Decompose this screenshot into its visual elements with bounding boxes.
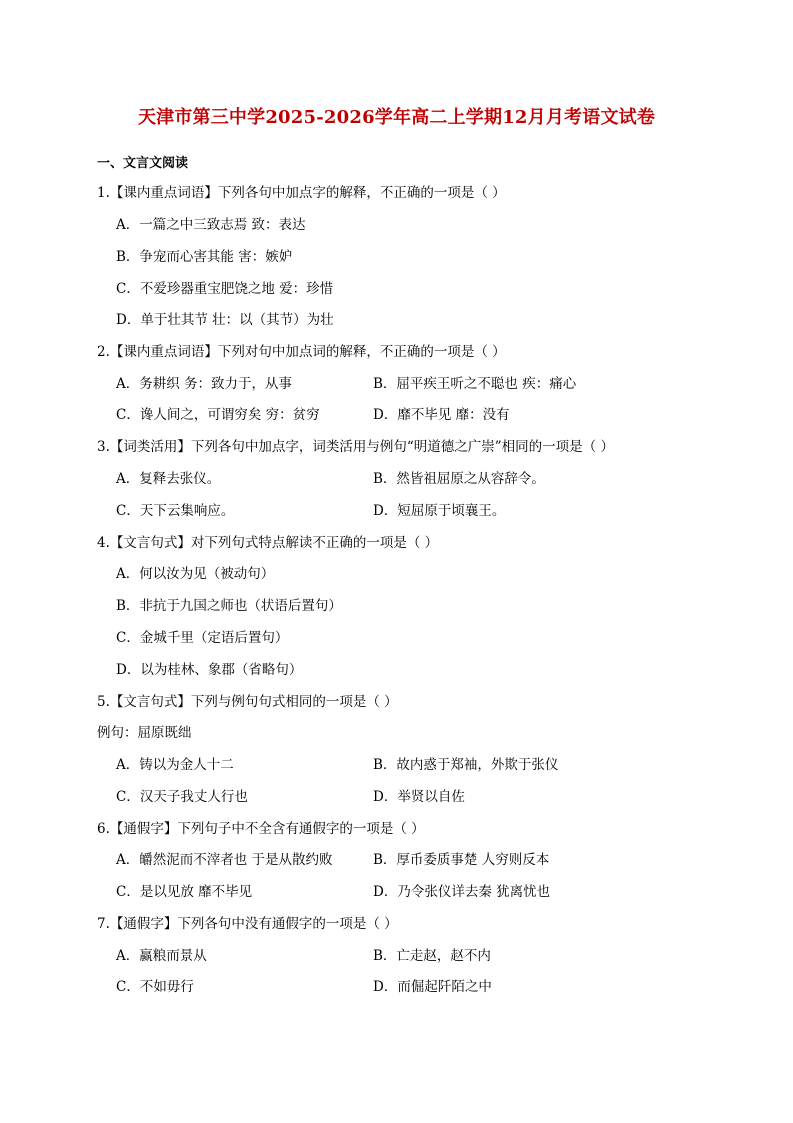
question-4-option-c: C．金城千里（定语后置句）	[116, 630, 289, 646]
question-1-option-c: C．不爱珍器重宝肥饶之地 爱：珍惜	[116, 281, 334, 297]
question-1-stem: 1.【课内重点词语】下列各句中加点字的解释，不正确的一项是（ ）	[97, 185, 506, 201]
question-7-option-d: D．而倔起阡陌之中	[373, 979, 492, 995]
question-6-option-d: D．乃令张仪详去秦 犹离忧也	[373, 884, 551, 900]
question-1-option-d: D．单于壮其节 壮：以（其节）为壮	[116, 312, 334, 328]
question-7-option-c: C．不如毋行	[116, 979, 194, 995]
question-5-example: 例句：屈原既绌	[97, 725, 192, 741]
question-4-option-d: D．以为桂林、象郡（省略句）	[116, 662, 303, 678]
question-5-option-b: B．故内惑于郑袖，外欺于张仪	[373, 757, 559, 773]
question-2-option-b: B．屈平疾王听之不聪也 疾：痛心	[373, 376, 577, 392]
question-4-option-b: B．非抗于九国之师也（状语后置句）	[116, 598, 342, 614]
exam-title: 天津市第三中学2025-2026学年高二上学期12月月考语文试卷	[137, 107, 656, 128]
question-3-option-a: A．复释去张仪。	[116, 471, 221, 487]
question-6-option-b: B．厚币委质事楚 人穷则反本	[373, 852, 550, 868]
question-3-option-c: C．天下云集响应。	[116, 503, 235, 519]
question-7-option-a: A．赢粮而景从	[116, 948, 207, 964]
question-7-option-b: B．亡走赵，赵不内	[373, 948, 491, 964]
question-4-stem: 4.【文言句式】对下列句式特点解读不正确的一项是（ ）	[97, 535, 439, 551]
question-6-option-a: A．皭然泥而不滓者也 于是从散约败	[116, 852, 333, 868]
section-heading: 一、文言文阅读	[97, 156, 189, 171]
question-3-option-b: B．然皆祖屈原之从容辞令。	[373, 471, 545, 487]
question-2-option-a: A．务耕织 务：致力于，从事	[116, 376, 293, 392]
question-7-stem: 7.【通假字】下列各句中没有通假字的一项是（ ）	[97, 916, 398, 932]
question-3-stem: 3.【词类活用】下列各句中加点字，词类活用与例句“明道德之广崇”相同的一项是（ ）	[97, 439, 614, 455]
question-5-option-d: D．举贤以自佐	[373, 789, 465, 805]
question-1-option-a: A．一篇之中三致志焉 致：表达	[116, 217, 306, 233]
question-3-option-d: D．短屈原于顷襄王。	[373, 503, 506, 519]
question-2-option-c: C．谗人间之，可谓穷矣 穷：贫穷	[116, 407, 320, 423]
question-6-option-c: C．是以见放 靡不毕见	[116, 884, 253, 900]
question-6-stem: 6.【通假字】下列句子中不全含有通假字的一项是（ ）	[97, 821, 425, 837]
question-5-stem: 5.【文言句式】下列与例句句式相同的一项是（ ）	[97, 694, 398, 710]
question-2-option-d: D．靡不毕见 靡：没有	[373, 407, 510, 423]
question-2-stem: 2.【课内重点词语】下列对句中加点词的解释，不正确的一项是（ ）	[97, 344, 506, 360]
question-4-option-a: A．何以汝为见（被动句）	[116, 566, 275, 582]
question-5-option-a: A．铸以为金人十二	[116, 757, 234, 773]
question-5-option-c: C．汉天子我丈人行也	[116, 789, 248, 805]
question-1-option-b: B．争宠而心害其能 害：嫉妒	[116, 249, 293, 265]
